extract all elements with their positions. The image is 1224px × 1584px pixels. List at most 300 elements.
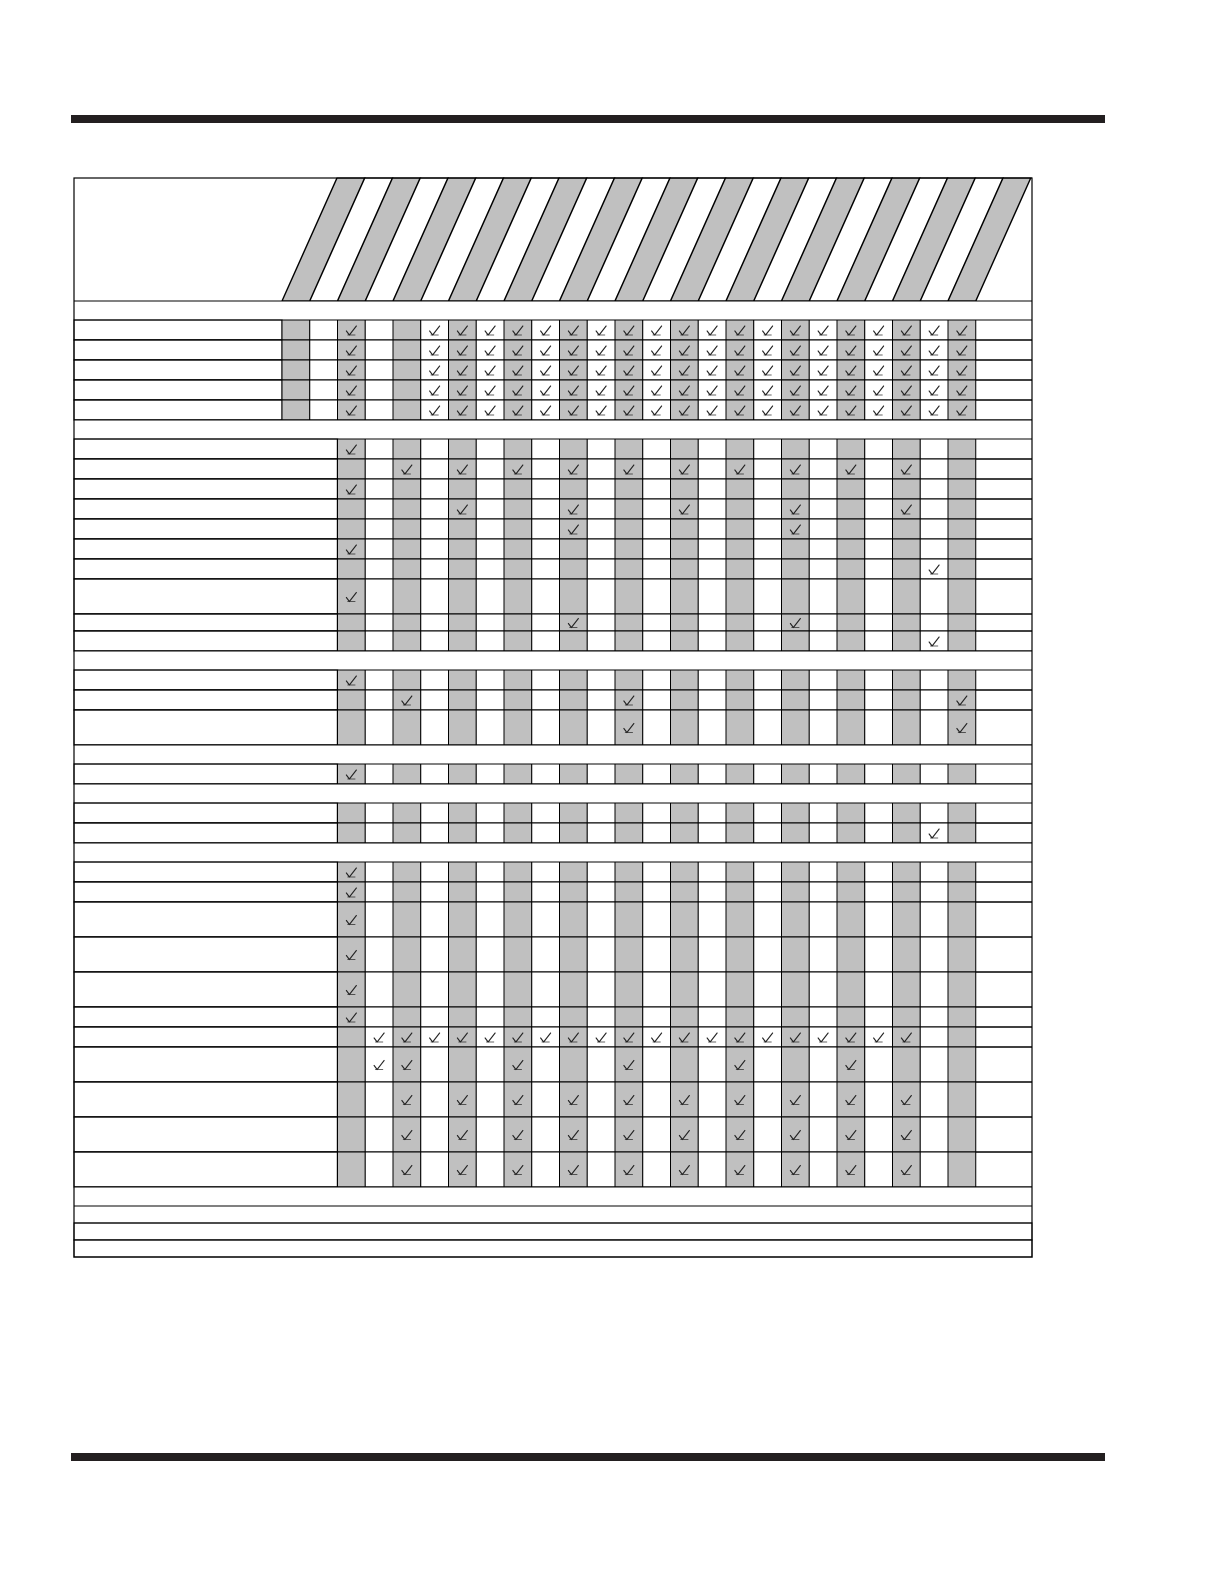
schedule-cell — [587, 1047, 615, 1082]
schedule-cell — [393, 882, 421, 902]
schedule-cell — [504, 1007, 532, 1027]
schedule-cell — [782, 340, 810, 360]
row-label-cell — [74, 690, 338, 710]
schedule-cell — [643, 320, 671, 340]
schedule-cell — [643, 579, 671, 614]
schedule-cell — [698, 1082, 726, 1117]
row-label-cell — [74, 1047, 338, 1082]
schedule-cell — [726, 1117, 754, 1152]
schedule-cell — [809, 479, 837, 499]
schedule-cell — [754, 614, 782, 631]
schedule-cell — [476, 340, 504, 360]
schedule-cell — [643, 882, 671, 902]
schedule-cell — [560, 937, 588, 972]
schedule-cell — [560, 631, 588, 651]
schedule-cell — [754, 1152, 782, 1187]
schedule-cell — [643, 1082, 671, 1117]
schedule-cell — [893, 1027, 921, 1047]
schedule-cell — [365, 559, 393, 579]
schedule-cell — [865, 340, 893, 360]
schedule-cell — [809, 380, 837, 400]
schedule-cell — [587, 937, 615, 972]
schedule-cell — [754, 937, 782, 972]
schedule-cell — [365, 1117, 393, 1152]
schedule-cell — [698, 710, 726, 745]
schedule-cell — [421, 360, 449, 380]
schedule-cell — [282, 340, 310, 360]
schedule-cell — [726, 670, 754, 690]
schedule-cell — [587, 559, 615, 579]
schedule-cell — [587, 1117, 615, 1152]
schedule-cell — [920, 902, 948, 937]
schedule-cell — [338, 559, 366, 579]
schedule-cell — [338, 882, 366, 902]
section-title-band — [74, 745, 1032, 764]
schedule-cell — [698, 400, 726, 420]
schedule-cell — [920, 360, 948, 380]
schedule-cell — [643, 670, 671, 690]
schedule-cell — [865, 320, 893, 340]
schedule-cell — [504, 499, 532, 519]
schedule-cell — [532, 631, 560, 651]
schedule-cell — [338, 862, 366, 882]
row-label-cell — [74, 459, 338, 479]
schedule-cell — [421, 803, 449, 823]
schedule-cell — [560, 690, 588, 710]
schedule-cell — [421, 972, 449, 1007]
schedule-cell — [421, 937, 449, 972]
schedule-cell — [532, 690, 560, 710]
schedule-cell — [643, 803, 671, 823]
schedule-cell — [338, 360, 366, 380]
schedule-cell — [532, 937, 560, 972]
schedule-cell — [421, 1152, 449, 1187]
schedule-cell — [643, 862, 671, 882]
schedule-cell — [726, 360, 754, 380]
schedule-cell — [948, 764, 976, 784]
row-label-cell — [74, 380, 282, 400]
schedule-cell — [532, 862, 560, 882]
schedule-cell — [920, 710, 948, 745]
schedule-cell — [504, 400, 532, 420]
schedule-cell — [449, 764, 477, 784]
schedule-cell — [393, 380, 421, 400]
schedule-cell — [365, 320, 393, 340]
schedule-cell — [920, 670, 948, 690]
schedule-cell — [698, 670, 726, 690]
schedule-cell — [532, 710, 560, 745]
schedule-cell — [920, 972, 948, 1007]
schedule-cell — [393, 360, 421, 380]
schedule-cell — [671, 1007, 699, 1027]
schedule-cell — [782, 631, 810, 651]
schedule-cell — [948, 380, 976, 400]
schedule-cell — [615, 614, 643, 631]
schedule-cell — [948, 1082, 976, 1117]
row-label-cell — [74, 803, 338, 823]
schedule-cell — [365, 823, 393, 843]
schedule-cell — [893, 1117, 921, 1152]
schedule-cell — [449, 439, 477, 459]
schedule-cell — [754, 972, 782, 1007]
schedule-cell — [948, 710, 976, 745]
schedule-cell — [754, 380, 782, 400]
schedule-cell — [837, 862, 865, 882]
schedule-cell — [698, 320, 726, 340]
schedule-cell — [587, 360, 615, 380]
schedule-cell — [365, 690, 393, 710]
schedule-cell — [449, 360, 477, 380]
schedule-cell — [504, 380, 532, 400]
schedule-cell — [948, 1047, 976, 1082]
schedule-cell — [365, 937, 393, 972]
schedule-cell — [893, 690, 921, 710]
schedule-cell — [587, 764, 615, 784]
schedule-cell — [893, 380, 921, 400]
schedule-cell — [893, 459, 921, 479]
schedule-cell — [643, 902, 671, 937]
schedule-cell — [809, 670, 837, 690]
schedule-cell — [782, 902, 810, 937]
schedule-cell — [338, 1152, 366, 1187]
schedule-cell — [893, 670, 921, 690]
schedule-cell — [504, 340, 532, 360]
schedule-cell — [365, 400, 393, 420]
schedule-cell — [504, 360, 532, 380]
schedule-cell — [865, 439, 893, 459]
schedule-cell — [671, 1117, 699, 1152]
schedule-cell — [837, 631, 865, 651]
schedule-cell — [615, 380, 643, 400]
schedule-cell — [754, 1047, 782, 1082]
schedule-cell — [476, 320, 504, 340]
schedule-cell — [726, 1027, 754, 1047]
schedule-cell — [338, 380, 366, 400]
schedule-cell — [782, 823, 810, 843]
schedule-cell — [393, 340, 421, 360]
schedule-cell — [865, 614, 893, 631]
schedule-cell — [837, 882, 865, 902]
schedule-cell — [865, 823, 893, 843]
schedule-cell — [560, 340, 588, 360]
schedule-cell — [421, 400, 449, 420]
schedule-cell — [671, 320, 699, 340]
schedule-cell — [504, 631, 532, 651]
schedule-cell — [476, 823, 504, 843]
schedule-cell — [476, 937, 504, 972]
schedule-cell — [726, 1007, 754, 1027]
schedule-cell — [698, 579, 726, 614]
row-label-cell — [74, 340, 282, 360]
row-label-cell — [74, 710, 338, 745]
schedule-cell — [338, 1007, 366, 1027]
schedule-cell — [476, 380, 504, 400]
row-label-cell — [74, 439, 338, 459]
schedule-cell — [421, 862, 449, 882]
schedule-cell — [754, 710, 782, 745]
schedule-cell — [948, 902, 976, 937]
schedule-cell — [643, 499, 671, 519]
schedule-cell — [504, 539, 532, 559]
schedule-cell — [726, 690, 754, 710]
schedule-cell — [476, 882, 504, 902]
schedule-cell — [698, 559, 726, 579]
schedule-cell — [809, 1082, 837, 1117]
schedule-cell — [948, 1117, 976, 1152]
schedule-cell — [421, 1047, 449, 1082]
schedule-cell — [393, 1047, 421, 1082]
schedule-cell — [948, 360, 976, 380]
schedule-cell — [393, 862, 421, 882]
schedule-cell — [837, 710, 865, 745]
schedule-cell — [449, 690, 477, 710]
schedule-cell — [782, 1152, 810, 1187]
schedule-cell — [560, 862, 588, 882]
schedule-cell — [754, 690, 782, 710]
schedule-cell — [393, 1082, 421, 1117]
schedule-cell — [920, 764, 948, 784]
schedule-cell — [809, 803, 837, 823]
schedule-cell — [504, 459, 532, 479]
schedule-cell — [865, 360, 893, 380]
schedule-cell — [338, 519, 366, 539]
section-title-band — [74, 301, 1032, 320]
schedule-cell — [671, 614, 699, 631]
schedule-cell — [698, 499, 726, 519]
schedule-cell — [587, 882, 615, 902]
schedule-cell — [726, 539, 754, 559]
schedule-cell — [726, 882, 754, 902]
schedule-cell — [837, 1007, 865, 1027]
schedule-cell — [754, 882, 782, 902]
schedule-cell — [476, 579, 504, 614]
schedule-cell — [698, 519, 726, 539]
schedule-cell — [504, 1082, 532, 1117]
schedule-cell — [560, 320, 588, 340]
schedule-cell — [920, 1152, 948, 1187]
schedule-cell — [365, 902, 393, 937]
schedule-cell — [504, 439, 532, 459]
schedule-cell — [671, 579, 699, 614]
schedule-cell — [809, 1027, 837, 1047]
schedule-cell — [421, 499, 449, 519]
row-label-cell — [74, 559, 338, 579]
schedule-cell — [587, 1152, 615, 1187]
schedule-cell — [671, 439, 699, 459]
schedule-cell — [615, 631, 643, 651]
schedule-cell — [532, 972, 560, 1007]
schedule-cell — [587, 380, 615, 400]
schedule-cell — [615, 670, 643, 690]
schedule-cell — [421, 710, 449, 745]
schedule-cell — [920, 803, 948, 823]
row-label-cell — [74, 400, 282, 420]
schedule-cell — [671, 539, 699, 559]
schedule-cell — [920, 862, 948, 882]
schedule-cell — [310, 400, 338, 420]
schedule-cell — [948, 519, 976, 539]
schedule-cell — [449, 972, 477, 1007]
schedule-cell — [809, 519, 837, 539]
schedule-cell — [643, 439, 671, 459]
schedule-cell — [698, 360, 726, 380]
schedule-cell — [310, 320, 338, 340]
schedule-cell — [532, 670, 560, 690]
schedule-cell — [449, 902, 477, 937]
schedule-cell — [643, 710, 671, 745]
schedule-cell — [532, 764, 560, 784]
schedule-cell — [782, 539, 810, 559]
schedule-cell — [476, 1007, 504, 1027]
schedule-cell — [920, 579, 948, 614]
schedule-cell — [615, 1047, 643, 1082]
schedule-cell — [865, 690, 893, 710]
schedule-cell — [504, 579, 532, 614]
schedule-cell — [726, 862, 754, 882]
schedule-cell — [449, 459, 477, 479]
schedule-cell — [587, 823, 615, 843]
schedule-cell — [393, 937, 421, 972]
schedule-cell — [837, 400, 865, 420]
schedule-cell — [365, 670, 393, 690]
schedule-cell — [837, 1082, 865, 1117]
schedule-cell — [560, 479, 588, 499]
schedule-cell — [476, 670, 504, 690]
schedule-cell — [421, 631, 449, 651]
schedule-cell — [421, 882, 449, 902]
schedule-cell — [532, 479, 560, 499]
schedule-cell — [449, 631, 477, 651]
schedule-cell — [865, 972, 893, 1007]
schedule-cell — [615, 937, 643, 972]
schedule-cell — [837, 823, 865, 843]
schedule-cell — [560, 670, 588, 690]
schedule-cell — [698, 1027, 726, 1047]
schedule-cell — [476, 519, 504, 539]
schedule-cell — [476, 972, 504, 1007]
schedule-cell — [615, 320, 643, 340]
schedule-cell — [338, 499, 366, 519]
schedule-cell — [698, 631, 726, 651]
schedule-cell — [754, 1117, 782, 1152]
schedule-cell — [532, 1047, 560, 1082]
schedule-cell — [476, 631, 504, 651]
schedule-cell — [449, 579, 477, 614]
schedule-cell — [532, 360, 560, 380]
schedule-cell — [782, 519, 810, 539]
schedule-cell — [365, 631, 393, 651]
schedule-cell — [421, 559, 449, 579]
schedule-cell — [865, 670, 893, 690]
schedule-cell — [587, 519, 615, 539]
schedule-cell — [782, 690, 810, 710]
schedule-cell — [837, 690, 865, 710]
row-label-cell — [74, 360, 282, 380]
schedule-cell — [421, 519, 449, 539]
schedule-cell — [532, 1027, 560, 1047]
schedule-cell — [587, 499, 615, 519]
schedule-cell — [782, 972, 810, 1007]
schedule-cell — [893, 340, 921, 360]
schedule-cell — [837, 902, 865, 937]
schedule-cell — [282, 380, 310, 400]
schedule-cell — [809, 340, 837, 360]
notes-row — [74, 1206, 1032, 1223]
schedule-cell — [365, 340, 393, 360]
schedule-cell — [476, 479, 504, 499]
schedule-cell — [865, 902, 893, 937]
schedule-cell — [948, 1027, 976, 1047]
schedule-cell — [782, 1047, 810, 1082]
schedule-cell — [782, 459, 810, 479]
schedule-cell — [865, 631, 893, 651]
schedule-cell — [754, 1082, 782, 1117]
schedule-cell — [449, 862, 477, 882]
schedule-cell — [504, 479, 532, 499]
schedule-cell — [421, 340, 449, 360]
schedule-cell — [476, 1082, 504, 1117]
schedule-cell — [754, 519, 782, 539]
schedule-cell — [782, 937, 810, 972]
schedule-cell — [837, 499, 865, 519]
schedule-cell — [421, 380, 449, 400]
schedule-cell — [449, 1027, 477, 1047]
schedule-cell — [421, 479, 449, 499]
schedule-cell — [504, 937, 532, 972]
schedule-cell — [393, 479, 421, 499]
schedule-cell — [920, 479, 948, 499]
row-label-cell — [74, 499, 338, 519]
schedule-cell — [615, 439, 643, 459]
schedule-cell — [587, 690, 615, 710]
schedule-cell — [643, 1047, 671, 1082]
schedule-cell — [449, 1047, 477, 1082]
schedule-cell — [809, 579, 837, 614]
schedule-cell — [671, 803, 699, 823]
schedule-cell — [532, 539, 560, 559]
schedule-cell — [948, 862, 976, 882]
schedule-cell — [671, 499, 699, 519]
schedule-cell — [643, 459, 671, 479]
schedule-cell — [421, 439, 449, 459]
schedule-cell — [837, 1047, 865, 1082]
section-title-band — [74, 420, 1032, 439]
schedule-cell — [782, 559, 810, 579]
schedule-cell — [338, 902, 366, 937]
schedule-cell — [421, 902, 449, 937]
schedule-cell — [726, 320, 754, 340]
schedule-cell — [365, 519, 393, 539]
schedule-cell — [532, 579, 560, 614]
schedule-cell — [643, 400, 671, 420]
schedule-cell — [809, 631, 837, 651]
schedule-cell — [920, 320, 948, 340]
schedule-cell — [587, 1007, 615, 1027]
schedule-cell — [476, 539, 504, 559]
schedule-cell — [365, 614, 393, 631]
schedule-cell — [643, 559, 671, 579]
schedule-cell — [449, 614, 477, 631]
schedule-cell — [754, 823, 782, 843]
schedule-cell — [365, 479, 393, 499]
schedule-cell — [476, 400, 504, 420]
schedule-cell — [782, 670, 810, 690]
schedule-cell — [948, 937, 976, 972]
schedule-cell — [643, 972, 671, 1007]
schedule-cell — [532, 902, 560, 937]
schedule-cell — [615, 479, 643, 499]
schedule-cell — [698, 803, 726, 823]
